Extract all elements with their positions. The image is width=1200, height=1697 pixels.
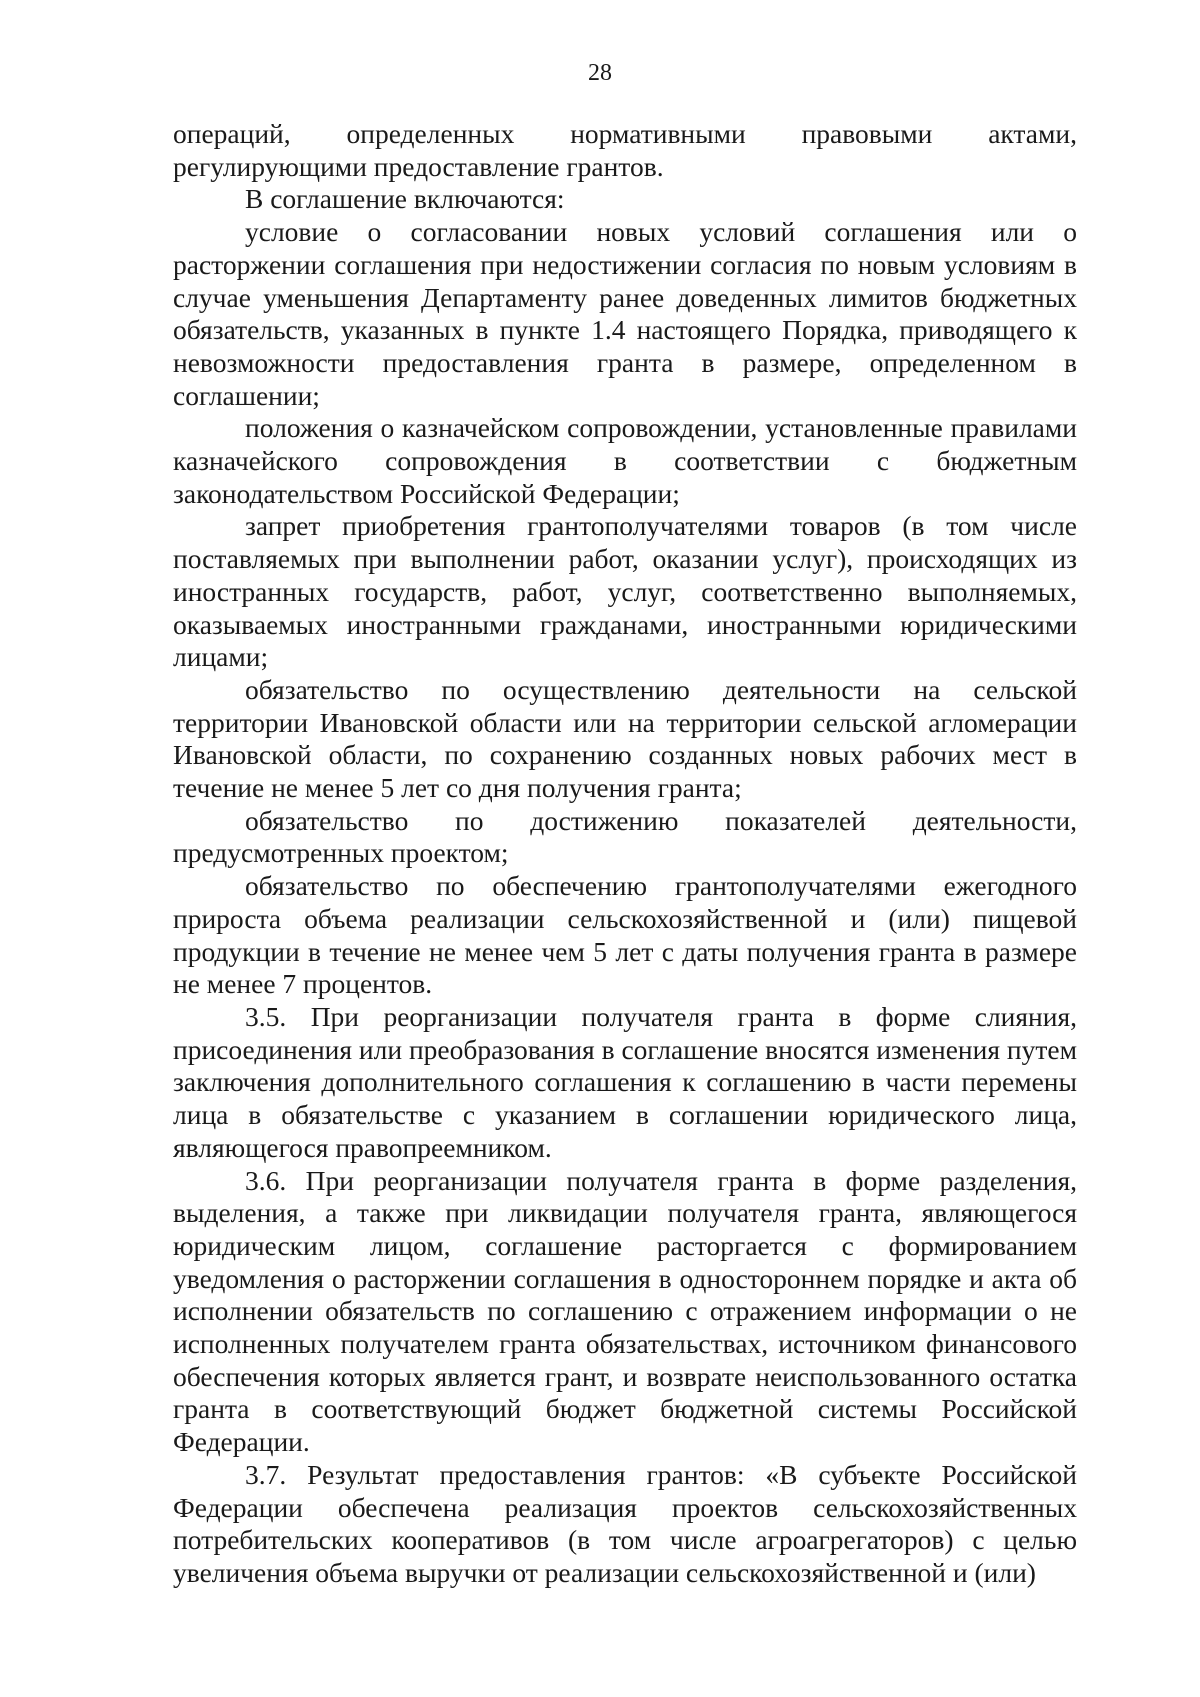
paragraph-rural-activity-obligation: обязательство по осуществлению деятельности на сельской территории Ивановской области или на территории сельской агломерации Ивановской области, по сохранению созданных новых рабочих мест в течение не менее 5 лет со дня получения гранта; xyxy=(173,673,1077,804)
paragraph-indicators-obligation: обязательство по достижению показателей деятельности, предусмотренных проектом; xyxy=(173,804,1077,869)
paragraph-treasury-support: положения о казначейском сопровождении, установленные правилами казначейского сопровождения в соответствии с бюджетным законодательством Российской Федерации; xyxy=(173,412,1077,509)
document-body xyxy=(173,118,1077,1590)
paragraph-condition-new-terms: условие о согласовании новых условий соглашения или о расторжении соглашения при недостижении согласия по новым условиям в случае уменьшения Департаменту ранее доведенных лимитов бюджетных обязательств, указанных в пункте 1.4 настоящего Порядка, приводящего к невозможности предоставления гранта в размере, определенном в соглашении; xyxy=(173,216,1077,411)
paragraph-section-3-6: 3.6. При реорганизации получателя гранта в форме разделения, выделения, а также при ликвидации получателя гранта, являющегося юридическим лицом, соглашение расторгается с формированием уведомления о расторжении соглашения в одностороннем порядке и акта об исполнении обязательств по соглашению с отражением информации о не исполненных получателем гранта обязательствах, источником финансового обеспечения которых является грант, и возврате неиспользованного остатка гранта в соответствующий бюджет бюджетной системы Российской Федерации. xyxy=(173,1164,1077,1458)
paragraph-growth-obligation: обязательство по обеспечению грантополучателями ежегодного прироста объема реализации сельскохозяйственной и (или) пищевой продукции в течение не менее чем 5 лет с даты получения гранта в размере не менее 7 процентов. xyxy=(173,870,1077,1000)
paragraph-section-3-7: 3.7. Результат предоставления грантов: «В субъекте Российской Федерации обеспечена реализация проектов сельскохозяйственных потребительских кооперативов (в том числе агроагрегаторов) с целью увеличения объема выручки от реализации сельскохозяйственной и (или) xyxy=(173,1458,1077,1588)
page-number: 28 xyxy=(588,60,612,86)
paragraph-section-3-5: 3.5. При реорганизации получателя гранта в форме слияния, присоединения или преобразования в соглашение вносятся изменения путем заключения дополнительного соглашения к соглашению в части перемены лица в обязательстве с указанием в соглашении юридического лица, являющегося правопреемником. xyxy=(173,1000,1077,1163)
paragraph-agreement-intro: В соглашение включаются: xyxy=(245,183,565,215)
paragraph-continuation: операций, определенных нормативными правовыми актами, регулирующими предоставление грантов. xyxy=(173,118,1077,182)
paragraph-foreign-goods-ban: запрет приобретения грантополучателями товаров (в том числе поставляемых при выполнении работ, оказании услуг), происходящих из иностранных государств, работ, услуг, соответственно выполняемых, оказываемых иностранными гражданами, иностранными юридическими лицами; xyxy=(173,510,1077,673)
